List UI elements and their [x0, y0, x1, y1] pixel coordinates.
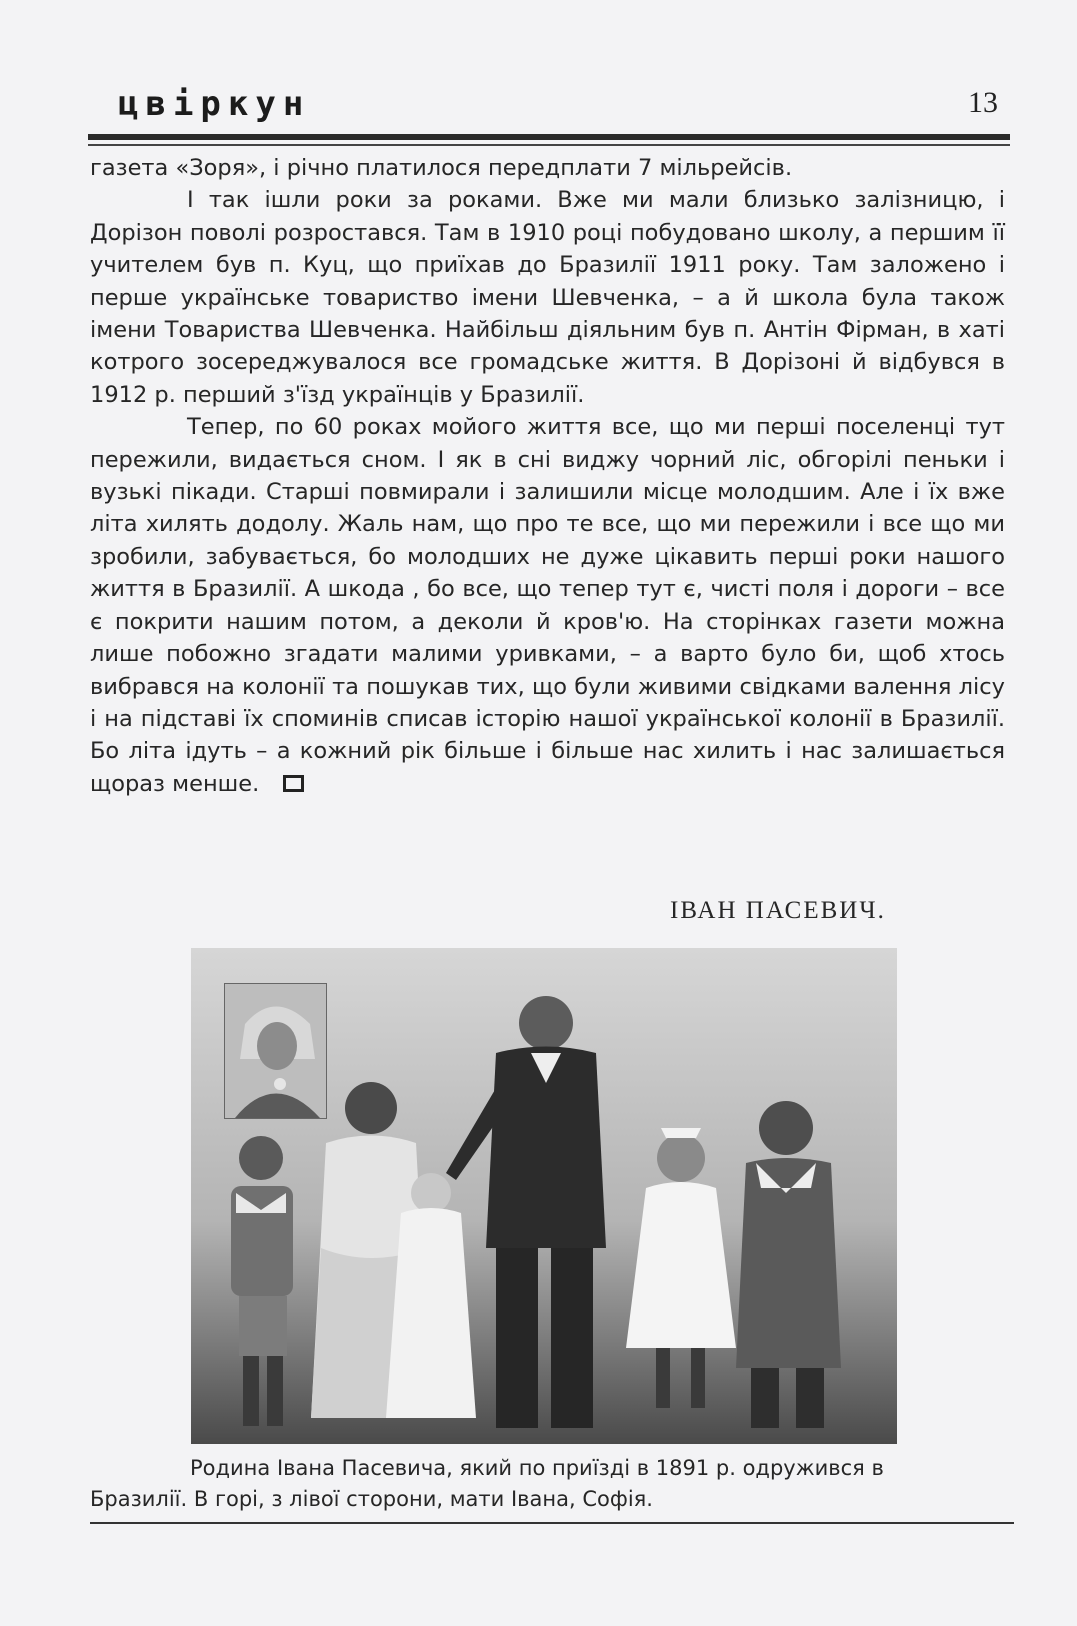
photo-caption — [90, 1453, 990, 1515]
article-body — [90, 152, 1005, 800]
paragraph-memories-text: Тепер, по 60 роках мойого життя все, що ми перші поселенці тут пережили, видається сном. І як в сні виджу чорний ліс, обгорілі пеньки і вузькі пікади. Старші повмирали і залишили місце молодшим. Але і їх вже літа хилять додолу. Жаль нам, що про те все, що ми пережили і все що ми зробили, забувається, бо молодших не дуже цікавить перші роки нашого життя в Бразилії. А шкода , бо все, що тепер тут є, чисті поля і дороги – все є покрити нашим потом, а деколи й кров'ю. На сторінках газети можна лише побожно згадати малими уривками, – а варто було би, щоб хтось вибрався на колонії та пошукав тих, що були живими свідками валення лісу і на підставі їх споминів списав історію нашої української колонії в Бразилії. Бо літа ідуть – а кожний рік більше і більше нас хилить і нас залишається щораз менше. — [90, 414, 1005, 797]
end-of-article-icon — [283, 775, 304, 792]
photo-caption-line2: Бразилії. В горі, з лівої сторони, мати Івана, Софія. — [90, 1487, 653, 1511]
inset-portrait-drawing — [225, 984, 326, 1118]
header-rule-thin — [88, 144, 1010, 146]
paragraph-memories — [90, 411, 1005, 800]
magazine-title: цвіркун — [118, 84, 311, 124]
author-signature: ІВАН ПАСЕВИЧ. — [670, 897, 886, 924]
footer-rule — [90, 1522, 1014, 1524]
paragraph-continued: газета «Зоря», і річно платилося передплати 7 мільрейсів. — [90, 155, 793, 181]
page-number: 13 — [968, 86, 998, 119]
photo-caption-line1: Родина Івана Пасевича, який по приїзді в 1891 р. одружився в — [190, 1456, 884, 1480]
inset-portrait-photo — [224, 983, 327, 1119]
paragraph-school: І так ішли роки за роками. Вже ми мали близько залізницю, і Дорізон поволі розростався. Там в 1910 році побудовано школу, а першим її учителем був п. Куц, що приїхав до Бразилії 1911 року. Там заложено і перше українське товариство імени Шевченка, – а й школа була також імени Товариства Шевченка. Найбільш діяльним був п. Антін Фірман, в хаті котрого зосереджувалося все громадське життя. В Дорізоні й відбувся в 1912 р. перший з'їзд українців у Бразилії. — [90, 187, 1005, 408]
header-rule — [88, 134, 1010, 140]
